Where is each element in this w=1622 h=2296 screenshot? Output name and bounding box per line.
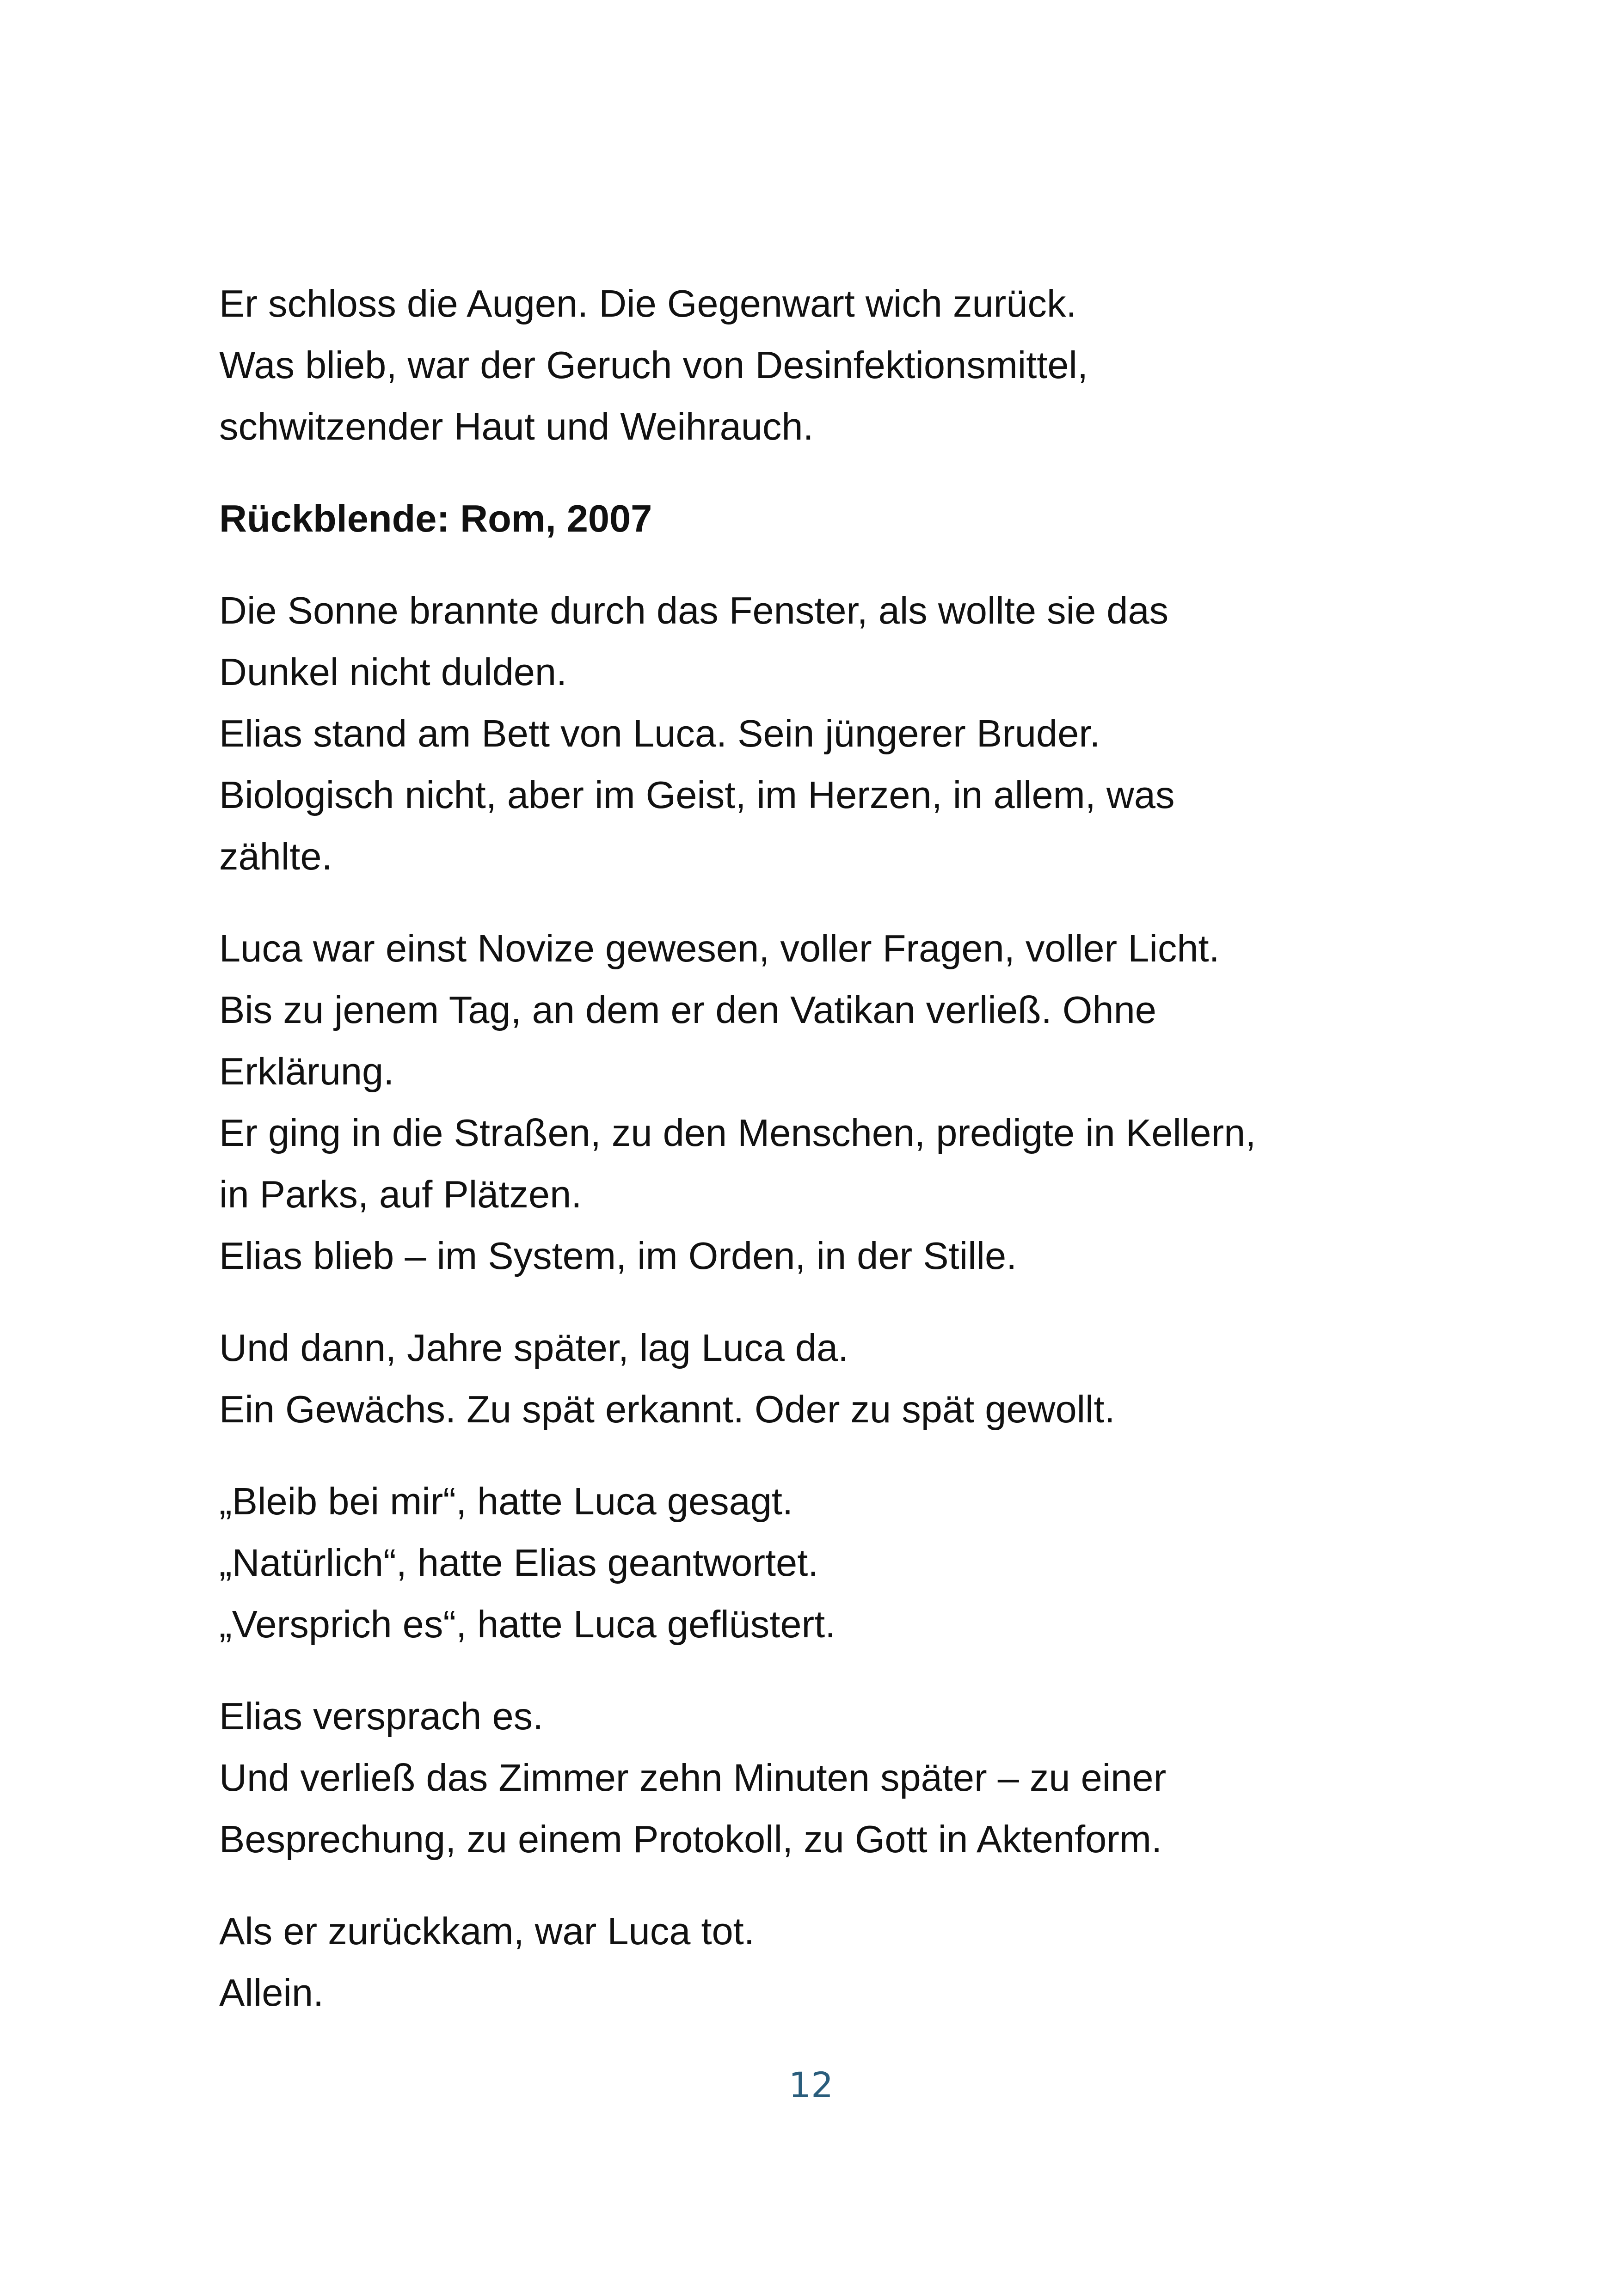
text-line: zählte. <box>219 835 332 878</box>
text-line: Elias stand am Bett von Luca. Sein jüngerer Bruder. <box>219 712 1100 755</box>
text-line: Allein. <box>219 1971 324 2014</box>
paragraph-2 <box>219 580 1431 887</box>
text-line: Elias blieb – im System, im Orden, in der Stille. <box>219 1234 1017 1277</box>
text-line: Und dann, Jahre später, lag Luca da. <box>219 1326 849 1369</box>
page-number: 12 <box>788 2064 834 2106</box>
dialogue-line: „Natürlich“, hatte Elias geantwortet. <box>219 1541 819 1584</box>
text-line: Besprechung, zu einem Protokoll, zu Gott in Aktenform. <box>219 1818 1162 1861</box>
text-line: Elias versprach es. <box>219 1695 544 1738</box>
body-text <box>219 273 1431 2054</box>
text-line: Was blieb, war der Geruch von Desinfektionsmittel, <box>219 343 1088 386</box>
section-heading: Rückblende: Rom, 2007 <box>219 497 652 540</box>
text-line: Als er zurückkam, war Luca tot. <box>219 1910 755 1953</box>
paragraph-5 <box>219 1470 1431 1655</box>
text-line: Luca war einst Novize gewesen, voller Fragen, voller Licht. <box>219 927 1220 970</box>
dialogue-line: „Bleib bei mir“, hatte Luca gesagt. <box>219 1480 793 1523</box>
text-line: schwitzender Haut und Weihrauch. <box>219 405 814 448</box>
text-line: Erklärung. <box>219 1050 394 1093</box>
text-line: Und verließ das Zimmer zehn Minuten später – zu einer <box>219 1756 1167 1799</box>
text-line: Dunkel nicht dulden. <box>219 650 567 693</box>
text-line: in Parks, auf Plätzen. <box>219 1173 582 1216</box>
text-line: Er ging in die Straßen, zu den Menschen, predigte in Kellern, <box>219 1111 1256 1154</box>
text-line: Bis zu jenem Tag, an dem er den Vatikan verließ. Ohne <box>219 988 1156 1031</box>
paragraph-1 <box>219 273 1431 457</box>
text-line: Er schloss die Augen. Die Gegenwart wich zurück. <box>219 282 1077 325</box>
paragraph-3 <box>219 918 1431 1286</box>
dialogue-line: „Versprich es“, hatte Luca geflüstert. <box>219 1603 836 1646</box>
paragraph-6 <box>219 1685 1431 1870</box>
paragraph-7 <box>219 1900 1431 2023</box>
text-line: Die Sonne brannte durch das Fenster, als wollte sie das <box>219 589 1169 632</box>
paragraph-4 <box>219 1317 1431 1440</box>
text-line: Biologisch nicht, aber im Geist, im Herzen, in allem, was <box>219 773 1175 816</box>
text-line: Ein Gewächs. Zu spät erkannt. Oder zu spät gewollt. <box>219 1388 1115 1431</box>
